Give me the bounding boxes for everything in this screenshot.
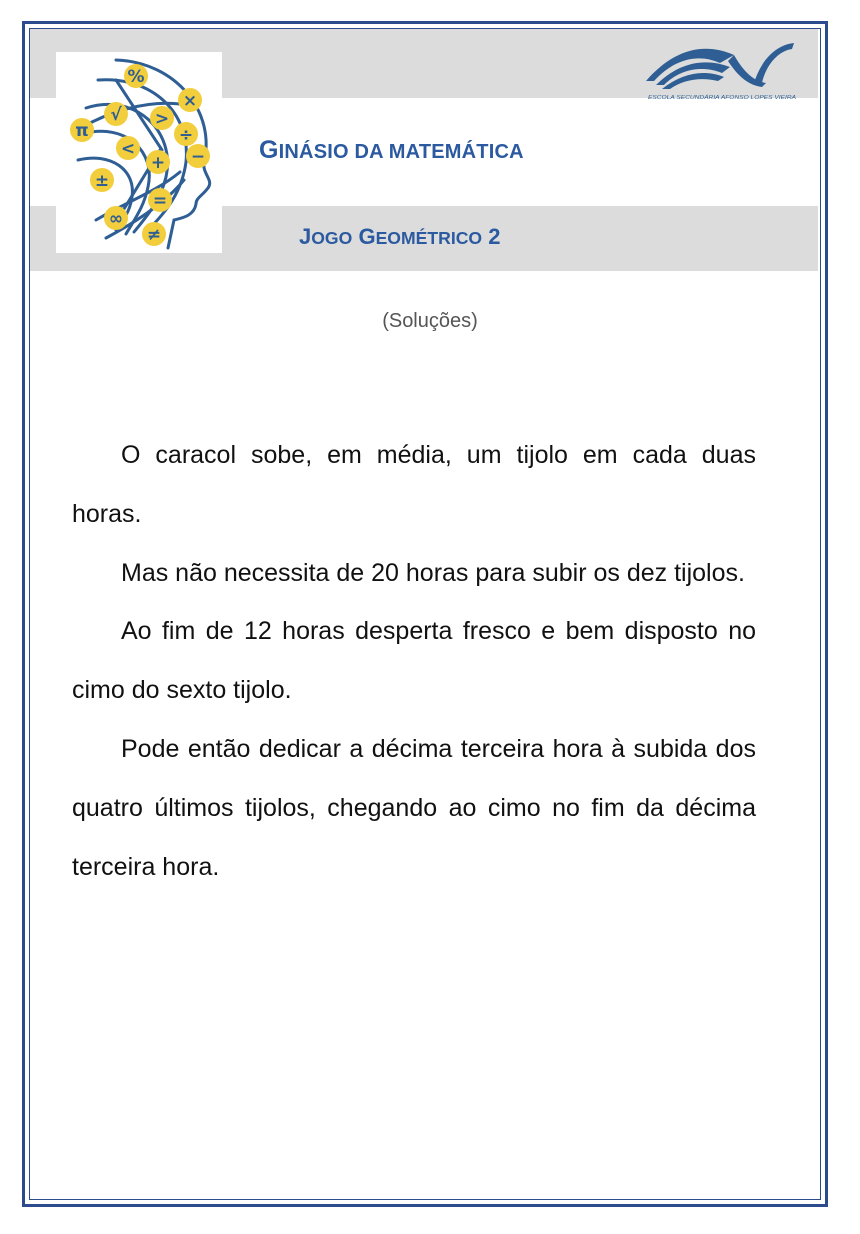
svg-text:±: ± [94, 171, 110, 191]
paragraph-4: Pode então dedicar a décima terceira hora à subida dos quatro últimos tijolos, chegando ao cimo no fim da décima terceira hora. [72, 734, 756, 881]
paragraph-3: Ao fim de 12 horas desperta fresco e bem disposto no cimo do sexto tijolo. [72, 617, 756, 705]
svg-text:<: < [120, 139, 136, 159]
paragraph-2: Mas não necessita de 20 horas para subir os dez tijolos. [121, 558, 745, 587]
title-initial: G [259, 136, 279, 164]
subtitle-eometrico: EOMÉTRICO [375, 228, 483, 248]
svg-text:√: √ [110, 105, 122, 125]
logo-symbol-less-than [116, 136, 140, 160]
page-title [259, 136, 524, 165]
svg-text:>: > [154, 109, 170, 129]
logo-symbol-times [178, 88, 202, 112]
title-rest: INÁSIO DA MATEMÁTICA [278, 141, 524, 163]
page-subtitle [299, 224, 500, 250]
logo-symbol-sqrt [104, 102, 128, 126]
logo-symbol-plus [146, 150, 170, 174]
subtitle-ogo: OGO [311, 228, 353, 248]
logo-symbol-not-equal [142, 222, 166, 246]
subtitle-number: 2 [488, 224, 501, 249]
svg-text:−: − [190, 147, 206, 167]
math-head-logo [56, 52, 222, 253]
logo-symbol-pi [70, 118, 94, 142]
svg-text:÷: ÷ [178, 125, 194, 145]
paragraph-1: O caracol sobe, em média, um tijolo em cada duas horas. [72, 441, 756, 528]
svg-text:=: = [152, 191, 168, 211]
school-name-label: ESCOLA SECUNDÁRIA AFONSO LOPES VIEIRA [648, 95, 761, 101]
solutions-note: (Soluções) [382, 310, 478, 332]
solution-text [72, 426, 756, 896]
logo-symbol-plus-minus [90, 168, 114, 192]
subtitle-initial-g: G [358, 224, 376, 249]
logo-symbol-percent [124, 64, 148, 88]
svg-text:%: % [127, 67, 145, 87]
svg-text:∞: ∞ [108, 209, 124, 229]
logo-symbol-equals [148, 188, 172, 212]
school-logo [642, 33, 802, 103]
svg-text:≠: ≠ [146, 225, 162, 245]
logo-symbol-greater-than [150, 106, 174, 130]
svg-text:π: π [75, 121, 89, 141]
logo-symbol-minus [186, 144, 210, 168]
svg-text:×: × [182, 91, 198, 111]
logo-symbol-divide [174, 122, 198, 146]
logo-symbol-infinity [104, 206, 128, 230]
subtitle-initial-j: J [299, 224, 312, 249]
svg-text:+: + [150, 153, 166, 173]
